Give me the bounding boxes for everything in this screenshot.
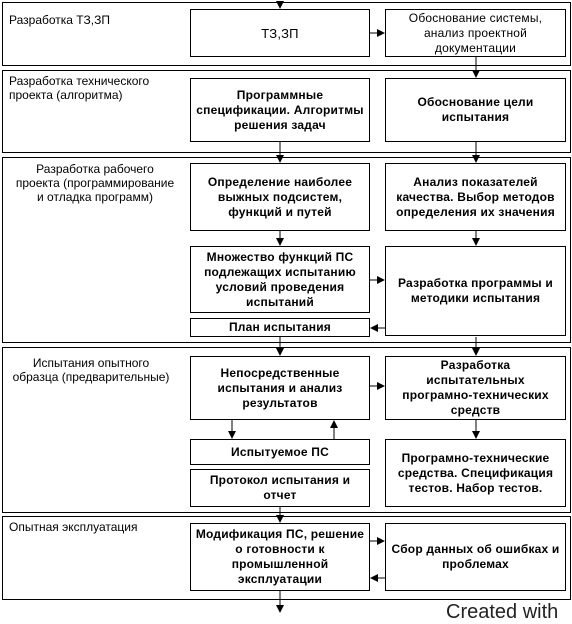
- stage-label: Разработка рабочего проекта (программирование и отладка программ): [15, 162, 175, 204]
- box-quality-indicators: Анализ показателей качества. Выбор методов определения их значения: [385, 163, 566, 231]
- stage-label: Испытания опытного образца (предварительные): [12, 356, 170, 384]
- stage-label: Разработка технического проекта (алгоритма): [9, 74, 150, 102]
- box-tz-zp: ТЗ,ЗП: [190, 9, 370, 57]
- box-subsystems: Определение наиболее выжных подсистем, функций и путей: [190, 163, 370, 231]
- box-tools-spec: Програмно-технические средства. Спецификация тестов. Набор тестов.: [385, 439, 566, 507]
- box-test-report: Протокол испытания и отчет: [190, 469, 370, 507]
- stage-label: Опытная эксплуатация: [9, 520, 138, 534]
- watermark-text: Created with: [446, 601, 559, 623]
- box-system-justification: Обоснование системы, анализ проектной документации: [385, 9, 566, 57]
- box-test-tools-dev: Разработка испытательных програмно-технических средств: [385, 356, 566, 420]
- box-direct-testing: Непосредственные испытания и анализ результатов: [190, 356, 370, 420]
- box-program-specs: Программные спецификации. Алгоритмы решения задач: [190, 78, 370, 142]
- box-error-data: Сбор данных об ошибках и проблемах: [385, 523, 566, 591]
- box-modification: Модификация ПС, решение о готовности к промышленной эксплуатации: [190, 523, 370, 591]
- box-function-set: Множество функций ПС подлежащих испытанию условий проведения испытаний: [190, 246, 370, 313]
- box-test-goal: Обоснование цели испытания: [385, 78, 566, 142]
- box-program-method: Разработка программы и методики испытания: [385, 246, 566, 336]
- box-tested-ps: Испытуемое ПС: [190, 439, 370, 465]
- stage-label: Разработка ТЗ,ЗП: [9, 13, 110, 27]
- box-test-plan: План испытания: [190, 318, 370, 337]
